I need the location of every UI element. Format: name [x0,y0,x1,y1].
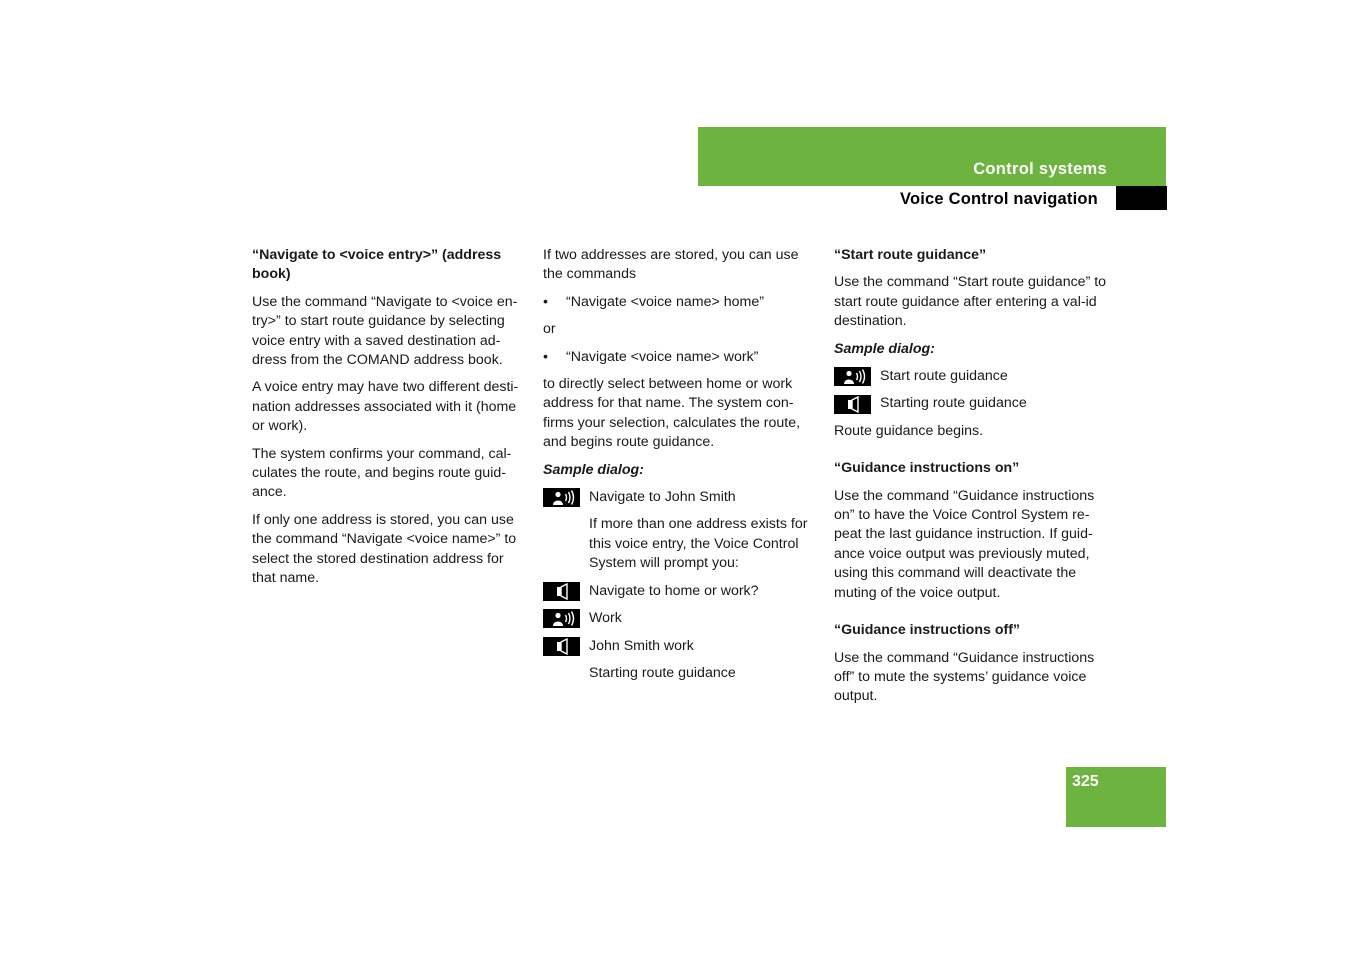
dialog-text: Navigate to home or work? [589,582,759,599]
dialog-text: Navigate to John Smith [589,489,736,506]
paragraph: to directly select between home or work address for that name. The system con-firms your selection, calculates the route, and begins route guidance. [543,376,801,451]
speaking-person-icon [543,488,580,507]
bullet-text: “Navigate <voice name> home” [566,293,764,310]
dialog-text: Starting route guidance [589,664,736,681]
dialog-line-user [543,609,818,628]
dialog-line-system [834,394,1112,413]
column-1 [252,246,528,597]
paragraph: Use the command “Navigate to <voice en-try>” to start route guidance by selecting voice entry with a saved destination ad-dress from the COMAND address book. [252,293,518,369]
sample-dialog-label: Sample dialog: [543,461,644,478]
bullet-item: • “Navigate <voice name> home” [543,293,818,312]
dialog-text: Start route guidance [880,368,1008,385]
speaker-icon [543,637,580,656]
speaker-icon [834,395,871,414]
column-2 [543,246,818,691]
bullet-item: • “Navigate <voice name> work” [543,348,818,367]
bullet-text: “Navigate <voice name> work” [566,348,759,365]
speaking-person-icon [834,367,871,386]
heading-start-route-guidance: “Start route guidance” [834,247,987,263]
page-number: 325 [1072,773,1099,790]
page-number-box [1066,767,1166,827]
heading-guidance-off: “Guidance instructions off” [834,622,1021,639]
speaking-person-icon [543,609,580,628]
sample-dialog-label: Sample dialog: [834,340,935,357]
dialog-line-user [543,488,818,507]
dialog-line-continuation [543,664,818,683]
dialog-line-user [834,367,1112,386]
paragraph: Use the command “Guidance instructions on” to have the Voice Control System re-peat the last guidance instruction. If guid-ance voice output was previously muted, using this command will deactivate the muting of the voice output. [834,487,1095,601]
speaker-icon [543,582,580,601]
dialog-line-system [543,637,818,656]
dialog-text: Work [589,610,622,627]
dialog-text: John Smith work [589,637,694,654]
heading-guidance-on: “Guidance instructions on” [834,460,1020,477]
subsection-title: Voice Control navigation [900,190,1098,208]
section-title: Control systems [973,160,1107,178]
or-text: or [543,321,556,338]
section-marker-tab [1116,186,1167,210]
column-3 [834,246,1112,715]
header-bar [698,127,1166,186]
dialog-note: If more than one address exists for this voice entry, the Voice Control System will prompt you: [589,516,808,572]
paragraph: If only one address is stored, you can use the command “Navigate <voice name>” to select the stored destination address for that name. [252,511,517,587]
paragraph: Use the command “Start route guidance” to start route guidance after entering a val-id destination. [834,274,1107,330]
dialog-line-system [543,582,818,601]
paragraph: The system confirms your command, cal-culates the route, and begins route guid-ance. [252,445,512,501]
paragraph: A voice entry may have two different desti-nation addresses associated with it (home or work). [252,379,519,435]
paragraph: Use the command “Guidance instructions off” to mute the systems’ guidance voice output. [834,649,1095,705]
dialog-text: Starting route guidance [880,395,1027,412]
paragraph: If two addresses are stored, you can use the commands [543,247,799,283]
paragraph: Route guidance begins. [834,422,984,439]
heading-navigate-voice-entry: “Navigate to <voice entry>” (address book) [252,247,502,283]
